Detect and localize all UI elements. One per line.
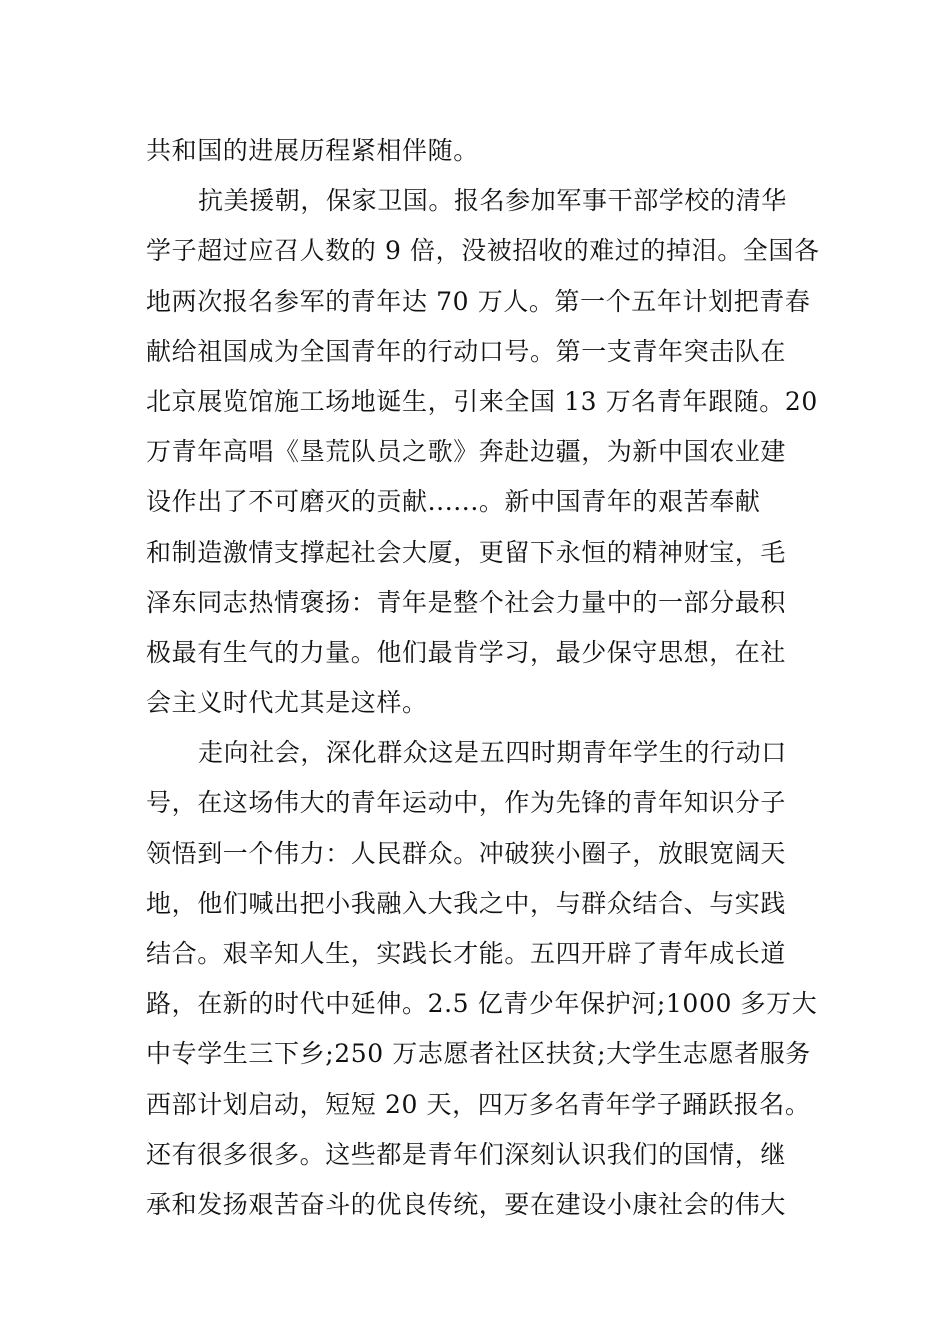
text-line: 和制造激情支撑起社会大厦，更留下永恒的精神财宝，毛	[146, 537, 787, 567]
text-line: 共和国的进展历程紧相伴随。	[146, 136, 479, 165]
text-line: 会主义时代尤其是这样。	[146, 688, 428, 718]
paragraph-start-line: 抗美援朝，保家卫国。报名参加军事干部学校的清华	[198, 186, 787, 216]
text-line: 设作出了不可磨灭的贡献......。新中国青年的艰苦奉献	[146, 487, 761, 517]
text-line: 结合。艰辛知人生，实践长才能。五四开辟了青年成长道	[146, 939, 787, 968]
text-line: 万青年高唱《垦荒队员之歌》奔赴边疆，为新中国农业建	[146, 437, 787, 467]
text-line: 地，他们喊出把小我融入大我之中，与群众结合、与实践	[146, 888, 787, 918]
text-line: 中专学生三下乡;250 万志愿者社区扶贫;大学生志愿者服务	[146, 1039, 811, 1069]
text-line: 号，在这场伟大的青年运动中，作为先锋的青年知识分子	[146, 788, 787, 818]
text-line: 西部计划启动，短短 20 天，四万多名青年学子踊跃报名。	[146, 1089, 811, 1119]
text-line: 学子超过应召人数的 9 倍，没被招收的难过的掉泪。全国各	[146, 236, 820, 266]
text-line: 献给祖国成为全国青年的行动口号。第一支青年突击队在	[146, 336, 787, 366]
text-line: 极最有生气的力量。他们最肯学习，最少保守思想，在社	[146, 637, 787, 667]
text-line: 北京展览馆施工场地诞生，引来全国 13 万名青年跟随。20	[146, 386, 818, 416]
text-line: 泽东同志热情褒扬：青年是整个社会力量中的一部分最积	[146, 587, 787, 617]
text-line: 地两次报名参军的青年达 70 万人。第一个五年计划把青春	[146, 286, 811, 316]
text-line: 路，在新的时代中延伸。2.5 亿青少年保护河;1000 多万大	[146, 989, 818, 1019]
text-line: 领悟到一个伟力：人民群众。冲破狭小圈子，放眼宽阔天	[146, 838, 787, 868]
text-line: 还有很多很多。这些都是青年们深刻认识我们的国情，继	[146, 1139, 787, 1169]
body-text	[146, 126, 820, 1230]
text-line: 承和发扬艰苦奋斗的优良传统，要在建设小康社会的伟大	[146, 1189, 787, 1219]
paragraph-start-line: 走向社会，深化群众这是五四时期青年学生的行动口	[198, 738, 787, 768]
